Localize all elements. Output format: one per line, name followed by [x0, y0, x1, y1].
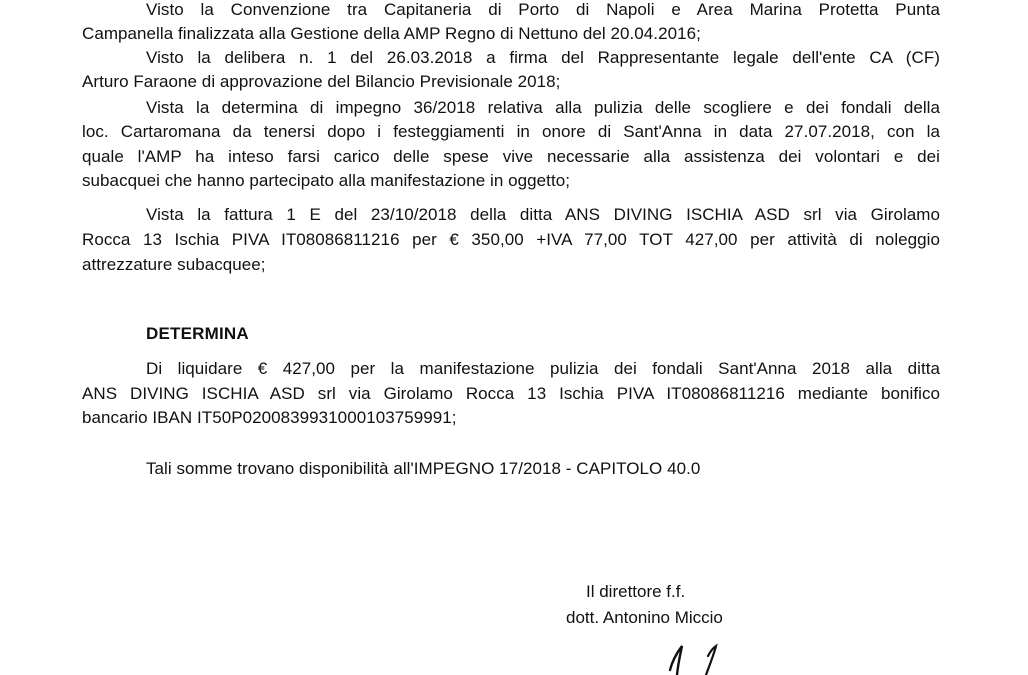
- paragraph-4-line-3: attrezzature subacquee;: [82, 255, 266, 274]
- paragraph-1-line-2: Campanella finalizzata alla Gestione della AMP Regno di Nettuno del 20.04.2016;: [82, 24, 701, 43]
- determina-line-1: Di liquidare € 427,00 per la manifestazione pulizia dei fondali Sant'Anna 2018 alla ditta: [146, 359, 940, 378]
- paragraph-3-line-4: subacquei che hanno partecipato alla manifestazione in oggetto;: [82, 171, 570, 190]
- paragraph-4-line-1: Vista la fattura 1 E del 23/10/2018 della ditta ANS DIVING ISCHIA ASD srl via Girolamo: [146, 205, 940, 224]
- signature-title: Il direttore f.f.: [586, 582, 686, 601]
- funds-availability: Tali somme trovano disponibilità all'IMPEGNO 17/2018 - CAPITOLO 40.0: [146, 459, 701, 478]
- signature-name: dott. Antonino Miccio: [566, 608, 723, 627]
- determina-line-3: bancario IBAN IT50P0200839931000103759991;: [82, 408, 457, 427]
- determina-line-2: ANS DIVING ISCHIA ASD srl via Girolamo Rocca 13 Ischia PIVA IT08086811216 mediante bonifico: [82, 384, 940, 403]
- paragraph-4-line-2: Rocca 13 Ischia PIVA IT08086811216 per € 350,00 +IVA 77,00 TOT 427,00 per attività di noleggio: [82, 230, 940, 249]
- paragraph-3-line-3: quale l'AMP ha inteso farsi carico delle spese vive necessarie alla assistenza dei volontari e dei: [82, 147, 940, 166]
- paragraph-2-line-1: Visto la delibera n. 1 del 26.03.2018 a firma del Rappresentante legale dell'ente CA (CF): [146, 48, 940, 67]
- paragraph-3-line-2: loc. Cartaromana da tenersi dopo i festeggiamenti in onore di Sant'Anna in data 27.07.2018, con la: [82, 122, 940, 141]
- determina-heading: DETERMINA: [146, 324, 249, 343]
- handwritten-signature: [630, 632, 750, 675]
- paragraph-2-line-2: Arturo Faraone di approvazione del Bilancio Previsionale 2018;: [82, 72, 561, 91]
- paragraph-3-line-1: Vista la determina di impegno 36/2018 relativa alla pulizia delle scogliere e dei fondali della: [146, 98, 940, 117]
- paragraph-1-line-1: Visto la Convenzione tra Capitaneria di Porto di Napoli e Area Marina Protetta Punta: [146, 0, 940, 19]
